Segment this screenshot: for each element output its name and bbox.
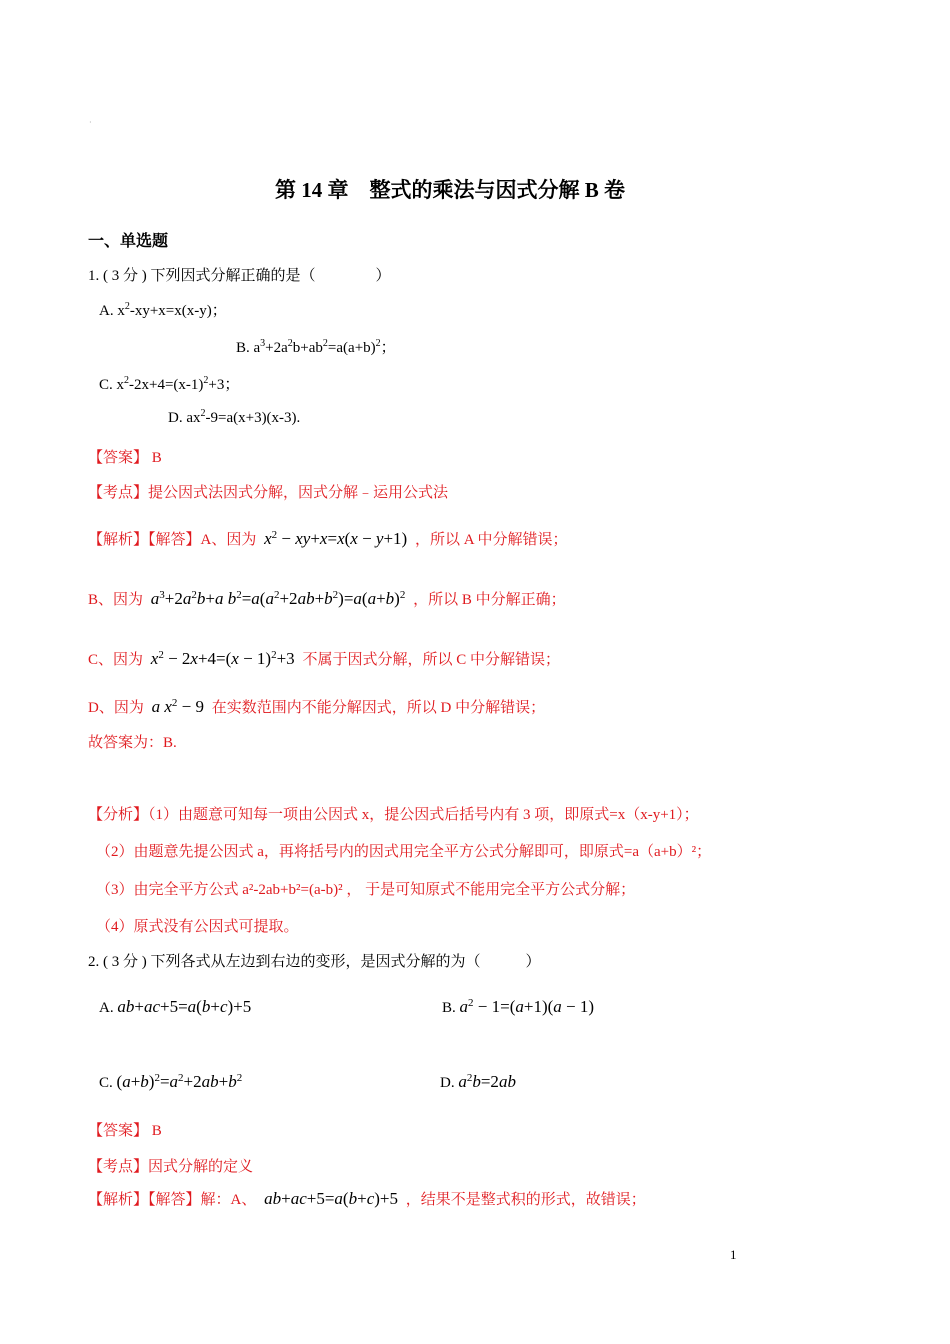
q2-option-a	[99, 997, 251, 1017]
q2-stem: 2. ( 3 分 ) 下列各式从左边到右边的变形，是因式分解的为（ ）	[88, 954, 541, 970]
q1-jiexi-a	[88, 528, 567, 549]
q2-jiexi	[88, 1188, 646, 1209]
q1-kaodian	[88, 481, 448, 502]
q1-option-c: C. $x^2-2x+4=(x-1)^2+3$；	[99, 375, 240, 393]
formula-b: $a^3+2a^2b+a$ $b^2=a(a^2+2ab+b^2)=a(a+b)^2$	[150, 589, 406, 608]
section-heading: 一、单选题	[88, 233, 169, 250]
q2-d-formula: $a^2b=2ab$	[458, 1072, 516, 1091]
page-number: 1	[730, 1247, 737, 1262]
q1-fenxi-4: （4）原式没有公因式可提取。	[96, 919, 299, 935]
kaodian-text: 提公因式法因式分解，因式分解﹣运用公式法	[148, 485, 449, 501]
answer-value: B	[151, 1123, 162, 1139]
jiexi-a-tail: ，所以 A 中分解错误；	[414, 532, 568, 548]
jiexi-c-head: C、因为	[88, 652, 144, 668]
q2-b-formula: $a^2 - 1=(a+1)(a - 1)$	[459, 997, 595, 1016]
q2-option-b	[442, 997, 594, 1017]
jiexi-b-head: B、因为	[88, 592, 144, 608]
formula-c: $x^2 - 2x+4=(x - 1)^2+3$	[150, 649, 295, 668]
kaodian-label: 【考点】	[88, 1159, 149, 1175]
kaodian-text: 因式分解的定义	[148, 1159, 254, 1175]
jiexi-label: 【解析】【解答】A、因为	[88, 532, 257, 548]
q1-conclusion: 故答案为：B.	[88, 735, 177, 751]
q2-a-label: A.	[99, 1000, 114, 1016]
q2-a-formula: ab+ac+5=a(b+c)+5	[117, 997, 252, 1016]
q2-kaodian	[88, 1155, 253, 1176]
q2-c-formula: $(a+b)^2=a^2+2ab+b^2$	[116, 1072, 243, 1091]
q1-option-a: A. $x^2-xy+x=x(x-y)$；	[99, 301, 227, 319]
jiexi-c-tail: 不属于因式分解，所以 C 中分解错误；	[302, 652, 560, 668]
q1-jiexi-c	[88, 648, 560, 669]
q2-answer	[88, 1119, 162, 1140]
jiexi-d-tail: 在实数范围内不能分解因式，所以 D 中分解错误；	[211, 700, 546, 716]
q1-answer	[88, 446, 162, 467]
q2-b-label: B.	[442, 1000, 456, 1016]
answer-label: 【答案】	[88, 450, 149, 466]
answer-label: 【答案】	[88, 1123, 149, 1139]
q1-jiexi-b	[88, 588, 566, 609]
jiexi-b-tail: ，所以 B 中分解正确；	[413, 592, 566, 608]
q1-option-d: D. $ax^2-9=a(x+3)(x-3)$.	[168, 408, 301, 426]
formula-d: a $x^2 - 9$	[151, 697, 204, 716]
jiexi-d-head: D、因为	[88, 700, 144, 716]
q1-option-b: B. $a^3+2a^2b+ab^2=a(a+b)^2$；	[236, 338, 396, 356]
q2-c-label: C.	[99, 1075, 113, 1091]
answer-value: B	[151, 450, 162, 466]
kaodian-label: 【考点】	[88, 485, 149, 501]
q1-jiexi-d	[88, 696, 545, 717]
q2-jiexi-formula: ab+ac+5=a(b+c)+5	[264, 1189, 398, 1208]
q1-fenxi-3: （3）由完全平方公式 a²-2ab+b²=(a-b)² ， 于是可知原式不能用完全平方公式分解；	[96, 882, 636, 898]
q1-fenxi-1	[88, 803, 699, 824]
fenxi-1-text: （1）由题意可知每一项由公因式 x，提公因式后括号内有 3 项，即原式=x（x-y+1）；	[148, 807, 699, 823]
q2-option-d	[440, 1072, 516, 1092]
q2-option-c	[99, 1072, 242, 1092]
fenxi-label: 【分析】	[88, 807, 149, 823]
page-title: 第 14 章 整式的乘法与因式分解 B 卷	[275, 178, 626, 202]
q2-d-label: D.	[440, 1075, 455, 1091]
q1-stem: 1. ( 3 分 ) 下列因式分解正确的是（ ）	[88, 268, 391, 284]
jiexi-label: 【解析】【解答】解：A、	[88, 1192, 257, 1208]
corner-mark: ·	[89, 118, 92, 127]
jiexi-tail: ，结果不是整式积的形式，故错误；	[405, 1192, 646, 1208]
q1-fenxi-2: （2）由题意先提公因式 a，再将括号内的因式用完全平方公式分解即可，即原式=a（a+b）²；	[96, 844, 712, 860]
formula-a: $x^2 - xy+x=x(x - y+1)$	[264, 529, 408, 548]
